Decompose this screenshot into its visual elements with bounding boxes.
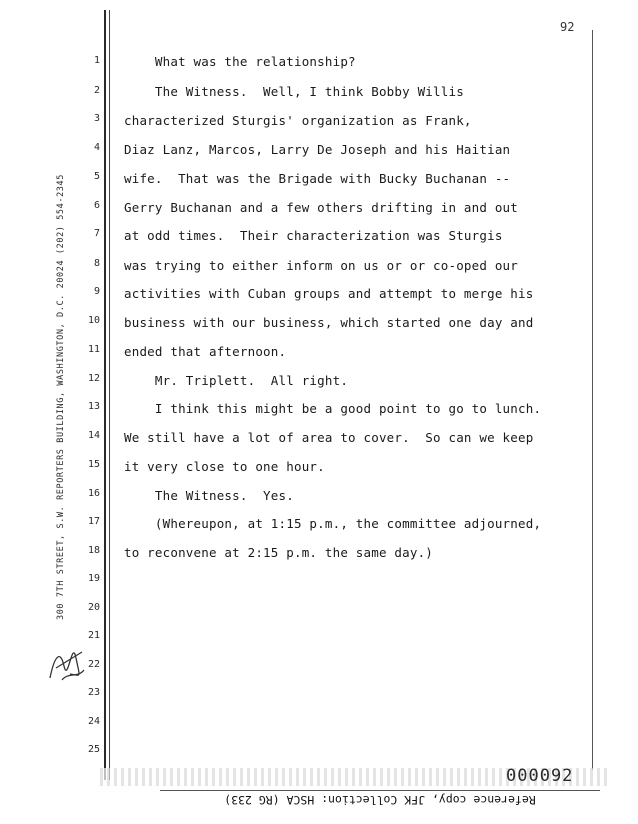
line-number: 9 [93, 286, 100, 297]
reporter-address: 300 7TH STREET, S.W. REPORTERS BUILDING, WASHINGTON, D.C. 20024 (202) 554-2345 [56, 174, 66, 620]
line-number: 2 [93, 85, 100, 96]
transcript-line: at odd times. Their characterization was Sturgis [124, 228, 503, 243]
transcript-line: What was the relationship? [124, 54, 356, 69]
line-number: 18 [87, 545, 100, 556]
line-number: 13 [87, 401, 100, 412]
archive-stamp [160, 790, 600, 813]
transcript-line: was trying to either inform on us or or co-oped our [124, 258, 519, 273]
line-number: 23 [87, 687, 100, 698]
archive-stamp-text: Reference copy, JFK Collection: HSCA (RG 233) [224, 793, 536, 807]
transcript-line: Gerry Buchanan and a few others drifting in and out [124, 200, 519, 215]
right-margin-rule [592, 30, 593, 770]
transcript-line: ended that afternoon. [124, 344, 287, 359]
line-number: 4 [93, 142, 100, 153]
left-margin-rule [104, 10, 106, 780]
line-number: 5 [93, 171, 100, 182]
page-number: 92 [560, 20, 575, 34]
transcript-line: characterized Sturgis' organization as Frank, [124, 113, 472, 128]
line-number: 14 [87, 430, 100, 441]
line-number: 21 [87, 630, 100, 641]
line-number: 15 [87, 459, 100, 470]
line-number: 11 [87, 344, 100, 355]
transcript-line: wife. That was the Brigade with Bucky Buchanan -- [124, 171, 511, 186]
line-number: 24 [87, 716, 100, 727]
transcript-line: (Whereupon, at 1:15 p.m., the committee adjourned, [124, 516, 542, 531]
transcript-line: Diaz Lanz, Marcos, Larry De Joseph and his Haitian [124, 142, 511, 157]
line-number: 19 [87, 573, 100, 584]
line-number: 7 [93, 228, 100, 239]
transcript-line: business with our business, which started one day and [124, 315, 534, 330]
line-number: 20 [87, 602, 100, 613]
line-number: 22 [87, 659, 100, 670]
transcript-line: to reconvene at 2:15 p.m. the same day.) [124, 545, 434, 560]
line-number: 12 [87, 373, 100, 384]
left-margin-rule-inner [109, 10, 110, 780]
line-number: 25 [87, 744, 100, 755]
line-number: 6 [93, 200, 100, 211]
line-number: 16 [87, 488, 100, 499]
transcript-line: activities with Cuban groups and attempt to merge his [124, 286, 534, 301]
transcript-line: I think this might be a good point to go to lunch. [124, 401, 542, 416]
line-number: 1 [93, 55, 100, 66]
line-number: 17 [87, 516, 100, 527]
line-number: 8 [93, 258, 100, 269]
transcript-line: The Witness. Well, I think Bobby Willis [124, 84, 464, 99]
line-number: 3 [93, 113, 100, 124]
line-number: 10 [87, 315, 100, 326]
transcript-line: it very close to one hour. [124, 459, 325, 474]
document-id: 000092 [506, 766, 574, 786]
transcript-line: Mr. Triplett. All right. [124, 373, 349, 388]
transcript-line: We still have a lot of area to cover. So can we keep [124, 430, 534, 445]
transcript-line: The Witness. Yes. [124, 488, 294, 503]
